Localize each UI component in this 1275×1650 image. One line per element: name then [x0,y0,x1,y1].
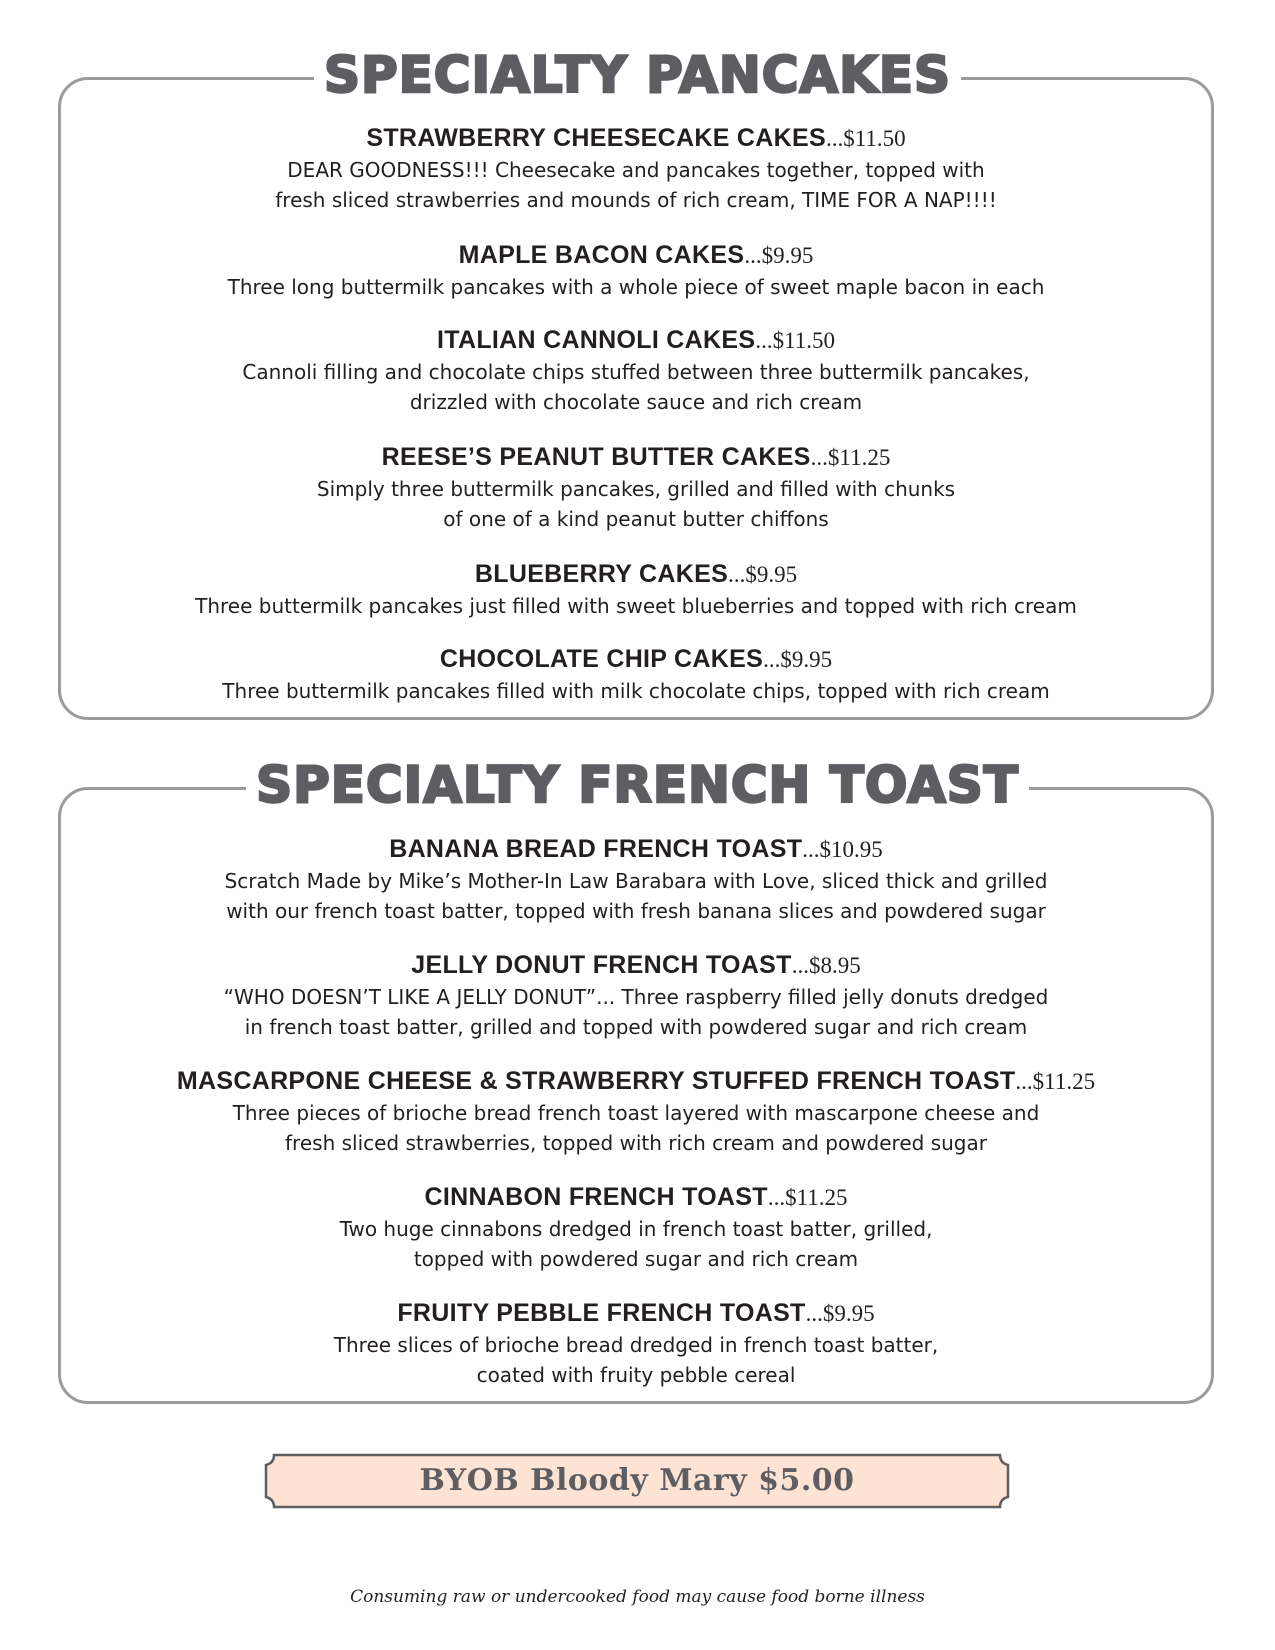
menu-item-description [58,155,1214,215]
menu-item-description [58,474,1214,534]
menu-item-heading [58,558,1214,591]
menu-item-description [58,1098,1214,1158]
pancakes-section-title [0,46,1275,104]
description-line: Simply three buttermilk pancakes, grilled and filled with chunks [316,477,956,501]
menu-item-name: STRAWBERRY CHEESECAKE CAKES [366,124,826,152]
description-line: Three slices of brioche bread dredged in french toast batter, [333,1333,939,1357]
menu-item-description [58,357,1214,417]
menu-item [58,949,1214,1042]
description-line: Two huge cinnabons dredged in french toast batter, grilled, [339,1217,933,1241]
menu-item-leader: ... [805,1301,823,1326]
description-line: Three buttermilk pancakes just filled with sweet blueberries and topped with rich cream [195,594,1077,618]
description-line: topped with powdered sugar and rich cream [413,1247,859,1271]
menu-item-leader: ... [1015,1069,1033,1094]
description-line: in french toast batter, grilled and topped with powdered sugar and rich cream [244,1015,1028,1039]
description-line: Three pieces of brioche bread french toast layered with mascarpone cheese and [232,1101,1040,1125]
menu-item-heading [58,1297,1214,1330]
menu-item-price: $11.50 [843,126,906,151]
menu-item-name: FRUITY PEBBLE FRENCH TOAST [397,1299,806,1327]
menu-item-heading [58,122,1214,155]
menu-item [58,324,1214,417]
menu-item-leader: ... [744,243,762,268]
menu-item-price: $10.95 [819,837,883,862]
menu-item-description [58,866,1214,926]
menu-item-name: ITALIAN CANNOLI CAKES [437,326,756,354]
description-line: with our french toast batter, topped with fresh banana slices and powdered sugar [226,899,1046,923]
menu-item-description [58,1214,1214,1274]
menu-item-name: CINNABON FRENCH TOAST [424,1183,768,1211]
pancakes-title-text: SPECIALTY PANCAKES [314,50,961,100]
menu-item-name: REESE’S PEANUT BUTTER CAKES [381,443,811,471]
description-line: coated with fruity pebble cereal [476,1363,796,1387]
menu-item [58,833,1214,926]
menu-item [58,441,1214,534]
french-toast-section-title [0,756,1275,814]
menu-item [58,239,1214,302]
menu-item-leader: ... [767,1185,786,1210]
menu-item-price: $11.50 [772,328,835,353]
menu-item-name: BANANA BREAD FRENCH TOAST [389,835,803,863]
description-line: fresh sliced strawberries and mounds of rich cream, TIME FOR A NAP!!!! [275,188,997,212]
menu-item-leader: ... [810,445,828,470]
menu-item-heading [58,1181,1214,1214]
menu-item-description [58,982,1214,1042]
description-line: DEAR GOODNESS!!! Cheesecake and pancakes together, topped with [287,158,985,182]
description-line: Cannoli filling and chocolate chips stuffed between three buttermilk pancakes, [242,360,1030,384]
menu-item [58,1297,1214,1390]
menu-item-leader: ... [728,562,746,587]
description-line: Three long buttermilk pancakes with a whole piece of sweet maple bacon in each [227,275,1045,299]
menu-item [58,643,1214,706]
description-line: drizzled with chocolate sauce and rich cream [409,390,863,414]
menu-item [58,1065,1214,1158]
menu-item-description [58,676,1214,706]
menu-item [58,1181,1214,1274]
menu-item-leader: ... [755,328,773,353]
menu-item-leader: ... [791,953,809,978]
menu-item-name: BLUEBERRY CAKES [474,560,729,588]
menu-item-heading [58,833,1214,866]
menu-item [58,558,1214,621]
menu-item-leader: ... [825,126,844,151]
menu-item-description [58,591,1214,621]
menu-item-description [58,1330,1214,1390]
menu-item-heading [58,239,1214,272]
menu-item-name: CHOCOLATE CHIP CAKES [439,645,764,673]
menu-item-price: $11.25 [1032,1069,1096,1094]
menu-item-name: JELLY DONUT FRENCH TOAST [411,951,792,979]
menu-item-price: $9.95 [822,1301,875,1326]
menu-item-description [58,272,1214,302]
description-line: Three buttermilk pancakes filled with milk chocolate chips, topped with rich cream [222,679,1050,703]
menu-item [58,122,1214,215]
menu-item-price: $11.25 [827,445,891,470]
menu-item-name: MAPLE BACON CAKES [458,241,745,269]
menu-item-heading [58,324,1214,357]
menu-item-heading [58,441,1214,474]
menu-item-leader: ... [802,837,820,862]
menu-item-price: $9.95 [761,243,814,268]
byob-sign-text: BYOB Bloody Mary $5.00 [419,1463,855,1498]
byob-sign [262,1453,1012,1509]
french-toast-title-text: SPECIALTY FRENCH TOAST [246,760,1029,810]
menu-item-heading [58,643,1214,676]
description-line: “WHO DOESN’T LIKE A JELLY DONUT”... Three raspberry filled jelly donuts dredged [223,985,1049,1009]
french-toast-item-list [58,833,1214,1413]
menu-item-price: $9.95 [780,647,833,672]
menu-item-heading [58,1065,1214,1098]
food-safety-disclaimer: Consuming raw or undercooked food may cause food borne illness [350,1587,925,1607]
description-line: fresh sliced strawberries, topped with rich cream and powdered sugar [285,1131,987,1155]
menu-item-name: MASCARPONE CHEESE & STRAWBERRY STUFFED FRENCH TOAST [176,1067,1016,1095]
menu-item-price: $9.95 [745,562,798,587]
menu-item-leader: ... [763,647,781,672]
description-line: of one of a kind peanut butter chiffons [443,507,829,531]
menu-item-heading [58,949,1214,982]
pancakes-item-list [58,122,1214,728]
description-line: Scratch Made by Mike’s Mother-In Law Barabara with Love, sliced thick and grilled [224,869,1048,893]
menu-item-price: $11.25 [785,1185,848,1210]
menu-item-price: $8.95 [808,953,861,978]
